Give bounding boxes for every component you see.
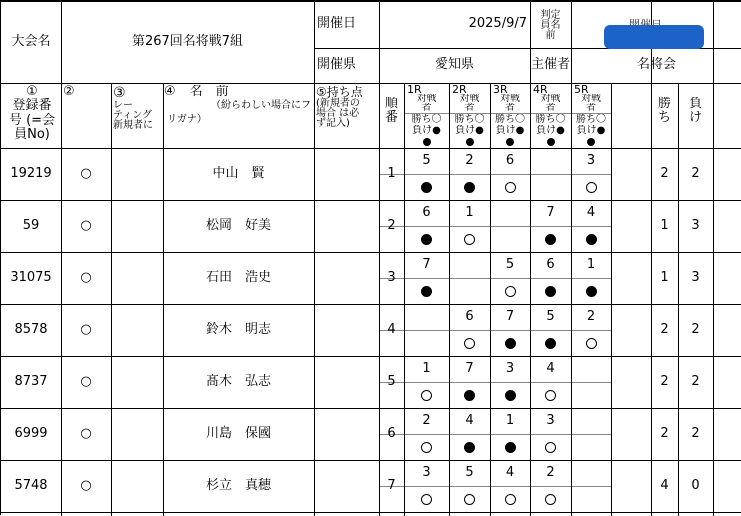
win-circle-icon: [545, 390, 556, 401]
col-rating-header: [113, 85, 163, 147]
win-circle-icon: [586, 182, 597, 193]
win-circle-icon: [464, 234, 475, 245]
player-reg-number: 5748: [14, 477, 48, 493]
player-extra: [611, 304, 651, 356]
col-order-header-line: 順: [384, 97, 398, 111]
col-name-num: ④: [164, 85, 176, 99]
win-circle-icon: [421, 442, 432, 453]
round-opponent-number: 5: [422, 152, 431, 168]
loss-dot-icon: [545, 338, 556, 349]
round-opponent-number: 7: [465, 360, 474, 376]
player-wins: 2: [660, 165, 669, 181]
player-name: 鈴木 明志: [205, 321, 271, 337]
player-points: [314, 148, 379, 200]
col-reg-header-line: 登録番: [12, 98, 52, 114]
loss-dot-icon: [505, 338, 516, 349]
col-reg-header-line: 号 (=会: [8, 112, 56, 128]
player-check-mark: ○: [80, 165, 92, 181]
round-opponent-number: [571, 356, 611, 382]
round-header-3: 3R: [493, 84, 508, 94]
player-rating: [111, 252, 163, 304]
player-reg-number: 8737: [14, 373, 48, 389]
player-order: 1: [387, 165, 396, 181]
round-opponent-number: [449, 252, 490, 278]
col-check-header: [63, 85, 109, 105]
round-opponent-number: [571, 460, 611, 486]
player-name: 川島 保國: [205, 425, 271, 441]
player-extra: [611, 252, 651, 304]
player-losses: 2: [691, 321, 700, 337]
player-rating: [111, 200, 163, 252]
win-circle-icon: [505, 182, 516, 193]
header-lose-dot-icon: [587, 138, 595, 146]
round-opponent-number: 3: [546, 412, 555, 428]
win-circle-icon: [505, 494, 516, 505]
loss-dot-icon: [421, 234, 432, 245]
round-opponent-number: 2: [465, 152, 474, 168]
loss-dot-icon: [464, 182, 475, 193]
col-losses-header: [678, 97, 713, 137]
player-name: 杉立 真穂: [205, 477, 271, 493]
player-order: 3: [387, 269, 396, 285]
player-losses: 2: [691, 373, 700, 389]
round-header-1: 1R: [407, 84, 422, 94]
round-lose-mark-label: 負け●: [536, 125, 565, 136]
player-losses: 2: [691, 425, 700, 441]
col-points-header-line: 場合 は必: [316, 108, 360, 119]
round-opponent-label2: 者: [545, 103, 556, 112]
player-order: 5: [387, 373, 396, 389]
player-points: [314, 200, 379, 252]
win-circle-icon: [421, 494, 432, 505]
player-points: [314, 408, 379, 460]
col-wins-header-line: 勝: [657, 97, 671, 111]
col-rating-header-line: レー: [113, 100, 133, 111]
round-header-4: 4R: [533, 84, 548, 94]
col-rating-header-line: ③: [113, 85, 126, 101]
round-lose-mark-label: 負け●: [495, 125, 525, 136]
loss-dot-icon: [421, 286, 432, 297]
round-opponent-number: 2: [586, 308, 596, 324]
col-wins-header: [651, 97, 678, 137]
round-opponent-number: 3: [422, 464, 431, 480]
player-points: [314, 304, 379, 356]
judge-label-line: 員名: [540, 19, 561, 31]
round-opponent-number: 6: [465, 308, 474, 324]
round-opponent-number: 5: [546, 308, 555, 324]
round-opponent-number: [404, 304, 449, 330]
round-opponent-number: 4: [586, 204, 596, 220]
player-losses: 0: [691, 477, 700, 493]
player-wins: 1: [660, 217, 669, 233]
round-opponent-number: 4: [465, 412, 474, 428]
round-opponent-label2: 者: [464, 103, 475, 112]
player-check-mark: ○: [80, 269, 92, 285]
player-wins: 1: [660, 269, 669, 285]
win-circle-icon: [464, 338, 475, 349]
col-check-header-line: ②: [63, 85, 75, 99]
round-opponent-label2: 者: [505, 103, 515, 112]
player-losses: 3: [691, 217, 700, 233]
win-circle-icon: [545, 442, 556, 453]
round-opponent-label: 対戦: [416, 94, 437, 103]
win-circle-icon: [464, 494, 475, 505]
round-opponent-number: [490, 200, 530, 226]
round-win-mark-label: 勝ち〇: [454, 114, 485, 125]
player-rating: [111, 460, 163, 512]
col-reg-header-line: 員No): [14, 126, 50, 142]
round-opponent-number: 2: [546, 464, 555, 480]
round-opponent-number: 7: [422, 256, 431, 272]
round-opponent-label2: 者: [586, 103, 596, 112]
round-opponent-number: 6: [546, 256, 555, 272]
player-extra: [611, 200, 651, 252]
round-opponent-number: 2: [422, 412, 431, 428]
loss-dot-icon: [505, 442, 516, 453]
date-value: 2025/9/7: [468, 16, 527, 32]
player-reg-number: 31075: [10, 269, 52, 285]
player-check-mark: ○: [80, 217, 92, 233]
player-points: [314, 460, 379, 512]
player-losses: 2: [691, 165, 700, 181]
col-reg-header-line: ①: [26, 85, 38, 99]
col-points-header: [316, 85, 379, 147]
organizer-value: 名将会: [636, 57, 676, 73]
player-reg-number: 8578: [14, 321, 48, 337]
round-opponent-label: 対戦: [459, 94, 480, 103]
grid-line: [379, 330, 611, 331]
player-wins: 2: [660, 425, 669, 441]
round-opponent-number: [571, 408, 611, 434]
player-order: 7: [387, 477, 396, 493]
grid-line: [379, 226, 611, 227]
round-opponent-number: 5: [505, 256, 515, 272]
player-rating: [111, 148, 163, 200]
loss-dot-icon: [586, 286, 597, 297]
grid-line: [379, 382, 611, 383]
grid-line: [379, 486, 611, 487]
player-name: 中山 賢: [212, 165, 265, 181]
round-lose-mark-label: 負け●: [455, 125, 484, 136]
col-reg-header: [3, 85, 61, 147]
round-opponent-number: 1: [422, 360, 431, 376]
round-opponent-label: 対戦: [540, 94, 561, 103]
judge-label-line: 判定: [540, 9, 561, 21]
round-opponent-number: 5: [465, 464, 474, 480]
player-reg-number: 19219: [10, 165, 52, 181]
player-wins: 2: [660, 321, 669, 337]
redaction-blot: [604, 25, 704, 49]
player-extra: [611, 148, 651, 200]
round-opponent-number: 3: [586, 152, 596, 168]
header-lose-dot-icon: [466, 138, 474, 146]
col-name-note2: リガナ）: [167, 114, 207, 125]
round-opponent-number: 7: [546, 204, 555, 220]
player-wins: 4: [660, 477, 669, 493]
round-opponent-label: 対戦: [581, 94, 601, 103]
player-check-mark: ○: [80, 477, 92, 493]
player-check-mark: ○: [80, 425, 92, 441]
round-header-5: 5R: [574, 84, 589, 94]
date-label: 開催日: [317, 16, 357, 32]
player-check-mark: ○: [80, 321, 92, 337]
col-order-header: [379, 97, 404, 137]
col-rating-header-line: ティング: [113, 110, 152, 121]
round-opponent-number: 1: [505, 412, 515, 428]
tournament-name: 第267回名将戦7組: [131, 33, 244, 49]
player-points: [314, 356, 379, 408]
round-opponent-number: 6: [505, 152, 515, 168]
loss-dot-icon: [464, 390, 475, 401]
grid-line: [379, 174, 611, 175]
header-lose-dot-icon: [423, 138, 431, 146]
player-rating: [111, 356, 163, 408]
loss-dot-icon: [464, 442, 475, 453]
col-wins-header-line: ち: [657, 110, 671, 126]
col-name-title: 名 前: [189, 85, 229, 99]
round-opponent-number: 1: [586, 256, 596, 272]
col-points-header-line: (新規者の: [316, 98, 360, 109]
player-check-mark: ○: [80, 373, 92, 389]
player-wins: 2: [660, 373, 669, 389]
col-order-header-line: 番: [384, 110, 398, 126]
round-opponent-label: 対戦: [500, 94, 520, 103]
player-name: 松岡 好美: [205, 217, 271, 233]
grid-line: [1, 83, 741, 84]
win-circle-icon: [421, 390, 432, 401]
player-order: 6: [387, 425, 396, 441]
player-name: 石田 浩史: [205, 269, 271, 285]
prefecture-value: 愛知県: [434, 57, 474, 73]
header-lose-dot-icon: [506, 138, 514, 146]
round-opponent-number: 4: [546, 360, 555, 376]
judge-label: [530, 3, 571, 48]
player-order: 2: [387, 217, 396, 233]
player-points: [314, 252, 379, 304]
round-win-mark-label: 勝ち〇: [411, 114, 442, 125]
player-extra: [611, 356, 651, 408]
judge-label-line: 前: [545, 29, 556, 41]
col-losses-header-line: け: [688, 110, 702, 126]
win-circle-icon: [586, 338, 597, 349]
col-points-header-line: ず記入): [316, 118, 350, 129]
organizer-label: 主催者: [530, 57, 570, 73]
player-reg-number: 59: [22, 217, 40, 233]
player-name: 髙木 弘志: [205, 373, 271, 389]
loss-dot-icon: [505, 390, 516, 401]
round-opponent-number: 6: [422, 204, 431, 220]
col-points-header-line: ⑤持ち点: [316, 85, 363, 99]
player-rating: [111, 304, 163, 356]
player-order: 4: [387, 321, 396, 337]
round-lose-mark-label: 負け●: [576, 125, 606, 136]
round-opponent-number: 4: [505, 464, 515, 480]
round-win-mark-label: 勝ち〇: [576, 114, 606, 125]
player-reg-number: 6999: [14, 425, 48, 441]
loss-dot-icon: [586, 234, 597, 245]
round-win-mark-label: 勝ち〇: [495, 114, 525, 125]
prefecture-label: 開催県: [317, 57, 357, 73]
grid-line: [1, 512, 741, 513]
header-lose-dot-icon: [547, 138, 555, 146]
loss-dot-icon: [421, 182, 432, 193]
round-win-mark-label: 勝ち〇: [535, 114, 566, 125]
player-extra: [611, 460, 651, 512]
round-opponent-number: 7: [505, 308, 515, 324]
loss-dot-icon: [545, 234, 556, 245]
grid-line: [379, 278, 611, 279]
round-header-2: 2R: [452, 84, 467, 94]
round-opponent-number: 1: [465, 204, 474, 220]
player-losses: 3: [691, 269, 700, 285]
col-rating-header-line: 新規者に: [113, 120, 153, 131]
round-opponent-number: [530, 148, 571, 174]
player-extra: [611, 408, 651, 460]
win-circle-icon: [545, 494, 556, 505]
col-losses-header-line: 負: [688, 97, 702, 111]
round-lose-mark-label: 負け●: [412, 125, 441, 136]
col-name-note1: （紛らわしい場合にフ: [211, 100, 311, 111]
loss-dot-icon: [545, 286, 556, 297]
win-circle-icon: [505, 286, 516, 297]
round-opponent-label2: 者: [421, 103, 432, 112]
round-opponent-number: 3: [505, 360, 515, 376]
tournament-label: 大会名: [11, 33, 51, 49]
player-rating: [111, 408, 163, 460]
grid-line: [379, 434, 611, 435]
